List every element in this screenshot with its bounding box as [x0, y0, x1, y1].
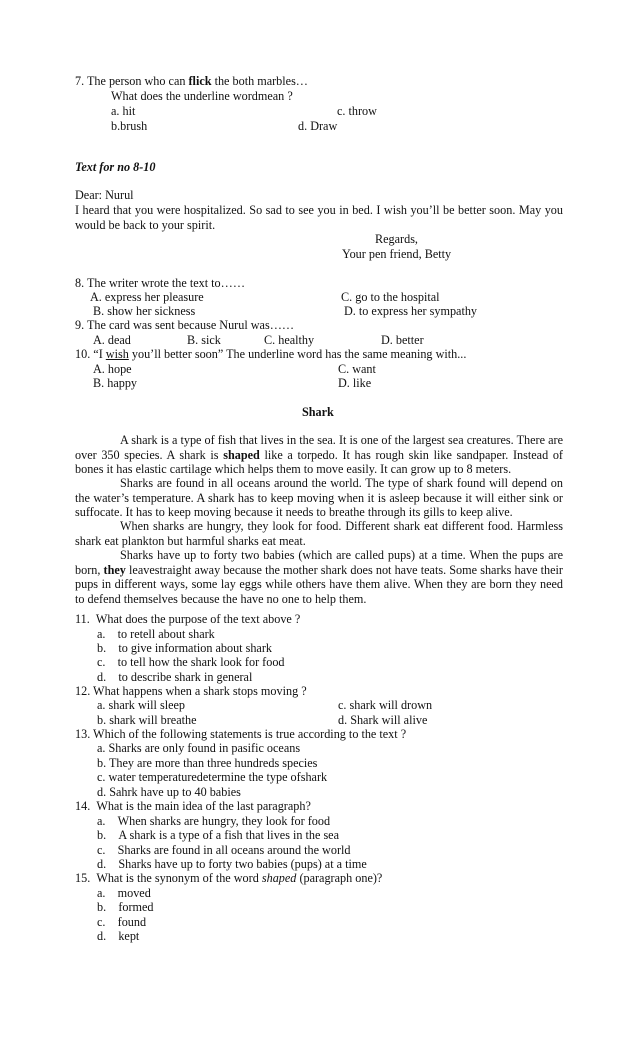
q15-option-d: d. kept — [97, 929, 140, 943]
q8-option-d: D. to express her sympathy — [344, 304, 478, 318]
q7-option-b: b.brush — [111, 119, 148, 133]
q13-option-a: a. Sharks are only found in pasific oceans — [97, 741, 301, 755]
q12-option-c: c. shark will drown — [338, 698, 433, 712]
q10-stem-end: you’ll better soon” The underline word has the same meaning with... — [128, 347, 467, 361]
q8-option-b: B. show her sickness — [93, 304, 196, 318]
q15-option-c: c. found — [97, 915, 147, 929]
passage-title: Shark — [302, 405, 334, 419]
passage-paragraph-2: Sharks are found in all oceans around the world. The type of shark found will depend on the water’s temperature. A shark has to keep moving when it is asleep because it will either sink or suffocate. It has to keep moving because it needs to breathe through its gills to keep alive. — [75, 476, 563, 519]
p1-text-end: like a torpedo. It has rough skin like sandpaper. Instead of bones it has elastic cartilage which helps them to move easily. It can grow up to 8 meters. — [75, 447, 563, 476]
q7-stem-text: 7. The person who can — [75, 74, 189, 88]
q7-stem — [75, 74, 308, 89]
passage-paragraph-4 — [75, 548, 563, 606]
q7-option-d: d. Draw — [298, 119, 338, 133]
q11-stem: 11. What does the purpose of the text above ? — [75, 612, 301, 626]
section-heading: Text for no 8-10 — [75, 160, 156, 174]
q11-option-d: d. to describe shark in general — [97, 670, 253, 684]
q10-option-a: A. hope — [93, 362, 132, 376]
q7-option-a: a. hit — [111, 104, 136, 118]
p1-bold-word: shaped — [223, 447, 260, 462]
q12-stem: 12. What happens when a shark stops moving ? — [75, 684, 307, 698]
letter-closing: Regards, — [375, 232, 418, 246]
q10-option-d: D. like — [338, 376, 372, 390]
q15-option-b: b. formed — [97, 900, 154, 914]
q13-option-d: d. Sahrk have up to 40 babies — [97, 785, 241, 799]
q15-stem-end: (paragraph one)? — [296, 871, 383, 885]
q8-option-c: C. go to the hospital — [341, 290, 440, 304]
passage-paragraph-1 — [75, 433, 563, 477]
q12-option-d: d. Shark will alive — [338, 713, 428, 727]
q7-keyword: flick — [188, 74, 212, 88]
p4-text: Sharks have up to forty two babies (which are called pups) at a time. When the pups are born, — [75, 548, 563, 577]
q14-option-b: b. A shark is a type of a fish that lives in the sea — [97, 828, 340, 842]
q14-option-a: a. When sharks are hungry, they look for food — [97, 814, 331, 828]
p4-bold-word: they — [103, 562, 126, 577]
passage-paragraph-3: When sharks are hungry, they look for food. Different shark eat different food. Harmless shark eat plankton but harmful sharks eat meat. — [75, 519, 563, 548]
q15-option-a: a. moved — [97, 886, 151, 900]
q10-stem-text: 10. “I — [75, 347, 106, 361]
q11-option-c: c. to tell how the shark look for food — [97, 655, 285, 669]
q10-option-b: B. happy — [93, 376, 138, 390]
letter-body: I heard that you were hospitalized. So sad to see you in bed. I wish you’ll be better soon. May you would be back to your spirit. — [75, 203, 563, 232]
q10-underlined-word: wish — [105, 347, 129, 361]
p1-text: A shark is a type of fish that lives in the sea. It is one of the largest sea creatures. There are over 350 species. A shark is — [75, 433, 563, 462]
q9-stem: 9. The card was sent because Nurul was…… — [75, 318, 295, 332]
q14-option-d: d. Sharks have up to forty two babies (pups) at a time — [97, 857, 367, 871]
q7-option-c: c. throw — [337, 104, 377, 118]
letter-signature: Your pen friend, Betty — [342, 247, 452, 261]
q13-stem: 13. Which of the following statements is true according to the text ? — [75, 727, 407, 741]
q7-stem-end: the both marbles… — [211, 74, 308, 88]
q15-italic-word: shaped — [261, 871, 297, 885]
p4-text-end: leavestraight away because the mother shark does not have teats. Some sharks have their pups in different ways, some lay eggs while others have them alive. When they are born they need to defend themselves because the have no one to help them. — [75, 562, 563, 606]
q8-stem: 8. The writer wrote the text to…… — [75, 276, 246, 290]
q9-option-c: C. healthy — [264, 333, 315, 347]
q8-option-a: A. express her pleasure — [90, 290, 204, 304]
q10-stem — [75, 347, 466, 362]
q13-option-c: c. water temperaturedetermine the type ofshark — [97, 770, 328, 784]
q13-option-b: b. They are more than three hundreds species — [97, 756, 318, 770]
q12-option-b: b. shark will breathe — [97, 713, 197, 727]
q15-stem-text: 15. What is the synonym of the word — [75, 871, 262, 885]
q9-option-b: B. sick — [187, 333, 221, 347]
q9-option-d: D. better — [381, 333, 424, 347]
q9-option-a: A. dead — [93, 333, 131, 347]
q11-option-b: b. to give information about shark — [97, 641, 272, 655]
q7-subquestion: What does the underline wordmean ? — [111, 89, 293, 103]
q10-option-c: C. want — [338, 362, 376, 376]
q12-option-a: a. shark will sleep — [97, 698, 185, 712]
q14-stem: 14. What is the main idea of the last paragraph? — [75, 799, 311, 813]
q14-option-c: c. Sharks are found in all oceans around the world — [97, 843, 351, 857]
q15-stem — [75, 871, 382, 886]
letter-greeting: Dear: Nurul — [75, 188, 134, 202]
q11-option-a: a. to retell about shark — [97, 627, 215, 641]
